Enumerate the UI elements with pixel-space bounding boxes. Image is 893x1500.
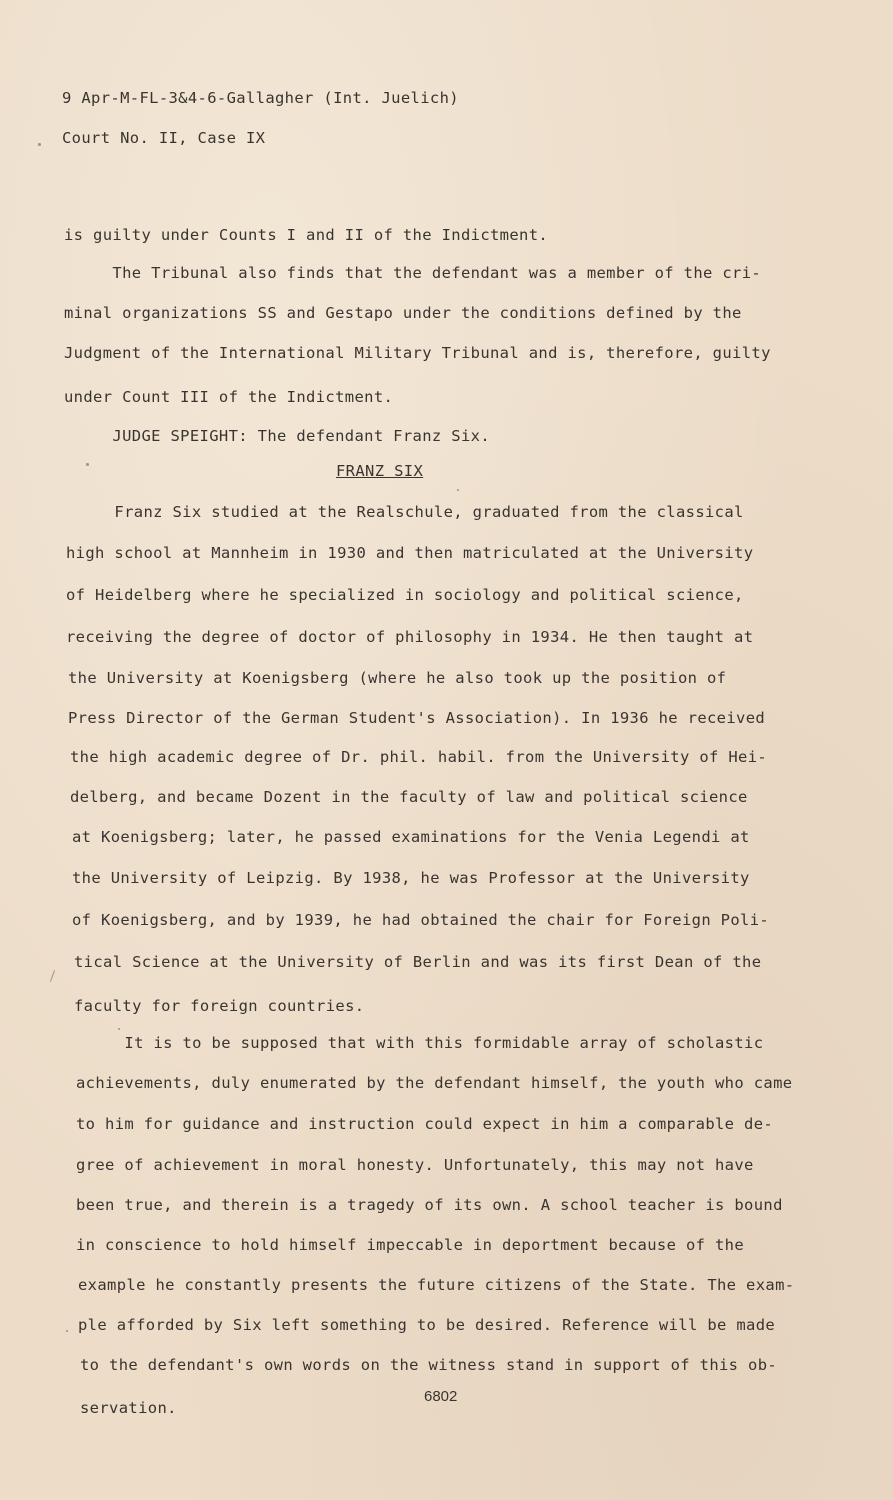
paragraph-line: ple afforded by Six left something to be desired. Reference will be made [78, 1316, 776, 1334]
body-line: minal organizations SS and Gestapo under the conditions defined by the [64, 304, 742, 322]
paragraph-line: high school at Mannheim in 1930 and then matriculated at the University [66, 544, 754, 562]
paragraph-line: of Heidelberg where he specialized in sociology and political science, [66, 586, 744, 604]
paragraph-line: achievements, duly enumerated by the defendant himself, the youth who came [76, 1074, 793, 1092]
paper-speck [457, 489, 459, 491]
paper-mark [50, 970, 55, 982]
page-number: 6802 [424, 1388, 458, 1405]
header-line-2: Court No. II, Case IX [62, 129, 266, 147]
paragraph-line: Press Director of the German Student's Association). In 1936 he received [68, 709, 766, 727]
body-line: is guilty under Counts I and II of the Indictment. [64, 226, 549, 244]
section-title: FRANZ SIX [336, 462, 424, 480]
paragraph-line: receiving the degree of doctor of philosophy in 1934. He then taught at [66, 628, 754, 646]
paragraph-line: the high academic degree of Dr. phil. habil. from the University of Hei- [70, 748, 768, 766]
body-line: JUDGE SPEIGHT: The defendant Franz Six. [64, 427, 490, 445]
paragraph-line: faculty for foreign countries. [74, 997, 365, 1015]
paragraph-line: been true, and therein is a tragedy of its own. A school teacher is bound [76, 1196, 783, 1214]
paragraph-line: tical Science at the University of Berlin and was its first Dean of the [74, 953, 762, 971]
paper-speck [66, 1330, 68, 1332]
body-line: under Count III of the Indictment. [64, 388, 394, 406]
paper-speck [118, 1028, 120, 1030]
paragraph-line: example he constantly presents the future citizens of the State. The exam- [78, 1276, 795, 1294]
header-line-1: 9 Apr-M-FL-3&4-6-Gallagher (Int. Juelich) [62, 89, 459, 107]
paragraph-line: to the defendant's own words on the witness stand in support of this ob- [80, 1356, 778, 1374]
paragraph-line: the University of Leipzig. By 1938, he was Professor at the University [72, 869, 750, 887]
paragraph-line: to him for guidance and instruction could expect in him a comparable de- [76, 1115, 774, 1133]
paper-speck [38, 143, 41, 146]
paragraph-line: It is to be supposed that with this formidable array of scholastic [76, 1034, 764, 1052]
paragraph-line: gree of achievement in moral honesty. Unfortunately, this may not have [76, 1156, 754, 1174]
paper-speck [86, 463, 89, 466]
paragraph-line: at Koenigsberg; later, he passed examinations for the Venia Legendi at [72, 828, 750, 846]
paragraph-line: the University at Koenigsberg (where he also took up the position of [68, 669, 727, 687]
paragraph-line: of Koenigsberg, and by 1939, he had obtained the chair for Foreign Poli- [72, 911, 770, 929]
paragraph-line: Franz Six studied at the Realschule, graduated from the classical [66, 503, 744, 521]
paragraph-line: delberg, and became Dozent in the faculty of law and political science [70, 788, 748, 806]
body-line: The Tribunal also finds that the defendant was a member of the cri- [64, 264, 762, 282]
paragraph-line: servation. [80, 1399, 177, 1417]
paragraph-line: in conscience to hold himself impeccable in deportment because of the [76, 1236, 745, 1254]
body-line: Judgment of the International Military Tribunal and is, therefore, guilty [64, 344, 771, 362]
